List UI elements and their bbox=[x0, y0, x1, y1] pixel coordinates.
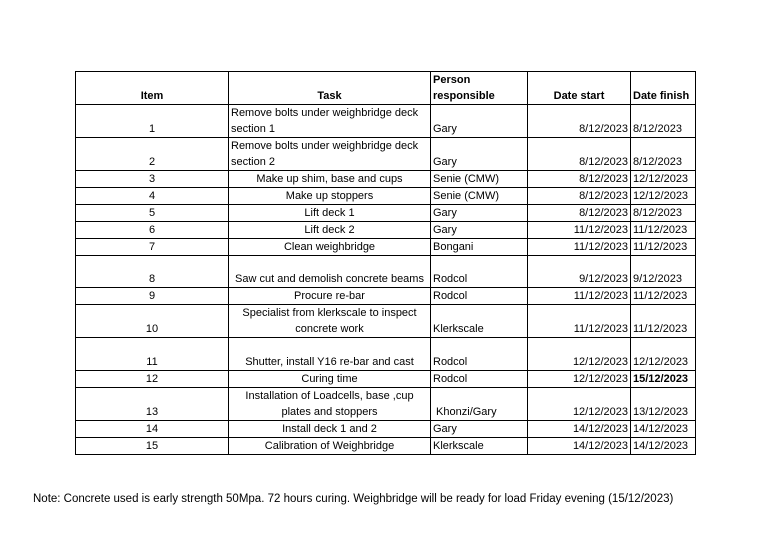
cell-task: Calibration of Weighbridge bbox=[229, 438, 431, 455]
cell-person: Rodcol bbox=[431, 288, 528, 305]
cell-person: Gary bbox=[431, 138, 528, 171]
table-row bbox=[76, 388, 696, 421]
table-row bbox=[76, 188, 696, 205]
cell-date-start: 12/12/2023 bbox=[528, 371, 631, 388]
cell-task: Make up shim, base and cups bbox=[229, 171, 431, 188]
header-item: Item bbox=[76, 72, 229, 105]
cell-date-start: 8/12/2023 bbox=[528, 188, 631, 205]
cell-task: Procure re-bar bbox=[229, 288, 431, 305]
cell-date-finish: 14/12/2023 bbox=[631, 438, 696, 455]
cell-task: Remove bolts under weighbridge deck section 1 bbox=[229, 105, 431, 138]
table-row bbox=[76, 438, 696, 455]
header-person bbox=[431, 72, 528, 105]
cell-person: Senie (CMW) bbox=[431, 188, 528, 205]
cell-person: Gary bbox=[431, 105, 528, 138]
cell-item: 13 bbox=[76, 388, 229, 421]
cell-date-start: 14/12/2023 bbox=[528, 421, 631, 438]
cell-date-finish: 11/12/2023 bbox=[631, 239, 696, 256]
cell-task: Remove bolts under weighbridge deck section 2 bbox=[229, 138, 431, 171]
cell-date-start: 8/12/2023 bbox=[528, 205, 631, 222]
header-row bbox=[76, 72, 696, 105]
cell-date-start: 11/12/2023 bbox=[528, 222, 631, 239]
cell-person: Rodcol bbox=[431, 371, 528, 388]
cell-date-start: 11/12/2023 bbox=[528, 288, 631, 305]
cell-date-finish: 11/12/2023 bbox=[631, 305, 696, 338]
cell-item: 2 bbox=[76, 138, 229, 171]
cell-item: 9 bbox=[76, 288, 229, 305]
cell-item: 5 bbox=[76, 205, 229, 222]
cell-date-start: 12/12/2023 bbox=[528, 338, 631, 371]
cell-task: Lift deck 2 bbox=[229, 222, 431, 239]
cell-date-finish: 12/12/2023 bbox=[631, 171, 696, 188]
header-person-line2: responsible bbox=[433, 90, 495, 102]
cell-person: Klerkscale bbox=[431, 438, 528, 455]
table-row bbox=[76, 239, 696, 256]
cell-person: Khonzi/Gary bbox=[431, 388, 528, 421]
table-row bbox=[76, 371, 696, 388]
cell-date-finish: 14/12/2023 bbox=[631, 421, 696, 438]
header-date-start: Date start bbox=[528, 72, 631, 105]
cell-date-start: 8/12/2023 bbox=[528, 171, 631, 188]
cell-item: 3 bbox=[76, 171, 229, 188]
table-row bbox=[76, 421, 696, 438]
cell-person: Bongani bbox=[431, 239, 528, 256]
cell-item: 14 bbox=[76, 421, 229, 438]
cell-task: Install deck 1 and 2 bbox=[229, 421, 431, 438]
cell-item: 15 bbox=[76, 438, 229, 455]
cell-task: Saw cut and demolish concrete beams bbox=[229, 256, 431, 288]
cell-person: Rodcol bbox=[431, 256, 528, 288]
cell-item: 4 bbox=[76, 188, 229, 205]
cell-date-finish: 13/12/2023 bbox=[631, 388, 696, 421]
cell-date-start: 8/12/2023 bbox=[528, 138, 631, 171]
table-row bbox=[76, 205, 696, 222]
cell-date-finish: 11/12/2023 bbox=[631, 222, 696, 239]
cell-item: 1 bbox=[76, 105, 229, 138]
table-row bbox=[76, 338, 696, 371]
cell-person: Senie (CMW) bbox=[431, 171, 528, 188]
cell-date-finish: 11/12/2023 bbox=[631, 288, 696, 305]
table-row bbox=[76, 138, 696, 171]
cell-person: Gary bbox=[431, 205, 528, 222]
cell-person: Gary bbox=[431, 222, 528, 239]
cell-item: 10 bbox=[76, 305, 229, 338]
cell-date-start: 9/12/2023 bbox=[528, 256, 631, 288]
cell-task: Specialist from klerkscale to inspect concrete work bbox=[229, 305, 431, 338]
table-row bbox=[76, 222, 696, 239]
cell-task: Shutter, install Y16 re-bar and cast bbox=[229, 338, 431, 371]
cell-item: 6 bbox=[76, 222, 229, 239]
cell-date-start: 11/12/2023 bbox=[528, 239, 631, 256]
cell-date-finish: 8/12/2023 bbox=[631, 105, 696, 138]
cell-task: Installation of Loadcells, base ,cup plates and stoppers bbox=[229, 388, 431, 421]
cell-date-finish: 12/12/2023 bbox=[631, 188, 696, 205]
table-row bbox=[76, 305, 696, 338]
cell-task: Lift deck 1 bbox=[229, 205, 431, 222]
header-date-finish: Date finish bbox=[631, 72, 696, 105]
header-task: Task bbox=[229, 72, 431, 105]
cell-date-start: 12/12/2023 bbox=[528, 388, 631, 421]
table-row bbox=[76, 256, 696, 288]
cell-person: Klerkscale bbox=[431, 305, 528, 338]
cell-date-finish: 8/12/2023 bbox=[631, 205, 696, 222]
table-row bbox=[76, 171, 696, 188]
cell-person: Rodcol bbox=[431, 338, 528, 371]
footnote: Note: Concrete used is early strength 50Mpa. 72 hours curing. Weighbridge will be ready for load Friday evening (15/12/2023) bbox=[33, 493, 674, 505]
table-row bbox=[76, 288, 696, 305]
cell-date-finish: 12/12/2023 bbox=[631, 338, 696, 371]
cell-date-finish: 15/12/2023 bbox=[631, 371, 696, 388]
cell-date-finish: 8/12/2023 bbox=[631, 138, 696, 171]
cell-task: Make up stoppers bbox=[229, 188, 431, 205]
cell-date-start: 11/12/2023 bbox=[528, 305, 631, 338]
cell-date-start: 14/12/2023 bbox=[528, 438, 631, 455]
cell-date-start: 8/12/2023 bbox=[528, 105, 631, 138]
cell-item: 12 bbox=[76, 371, 229, 388]
task-schedule-table bbox=[75, 71, 696, 455]
cell-item: 11 bbox=[76, 338, 229, 371]
cell-item: 7 bbox=[76, 239, 229, 256]
cell-task: Clean weighbridge bbox=[229, 239, 431, 256]
cell-item: 8 bbox=[76, 256, 229, 288]
table-body bbox=[76, 105, 696, 455]
table-row bbox=[76, 105, 696, 138]
cell-date-finish: 9/12/2023 bbox=[631, 256, 696, 288]
header-person-line1: Person bbox=[433, 74, 471, 86]
cell-person: Gary bbox=[431, 421, 528, 438]
cell-task: Curing time bbox=[229, 371, 431, 388]
